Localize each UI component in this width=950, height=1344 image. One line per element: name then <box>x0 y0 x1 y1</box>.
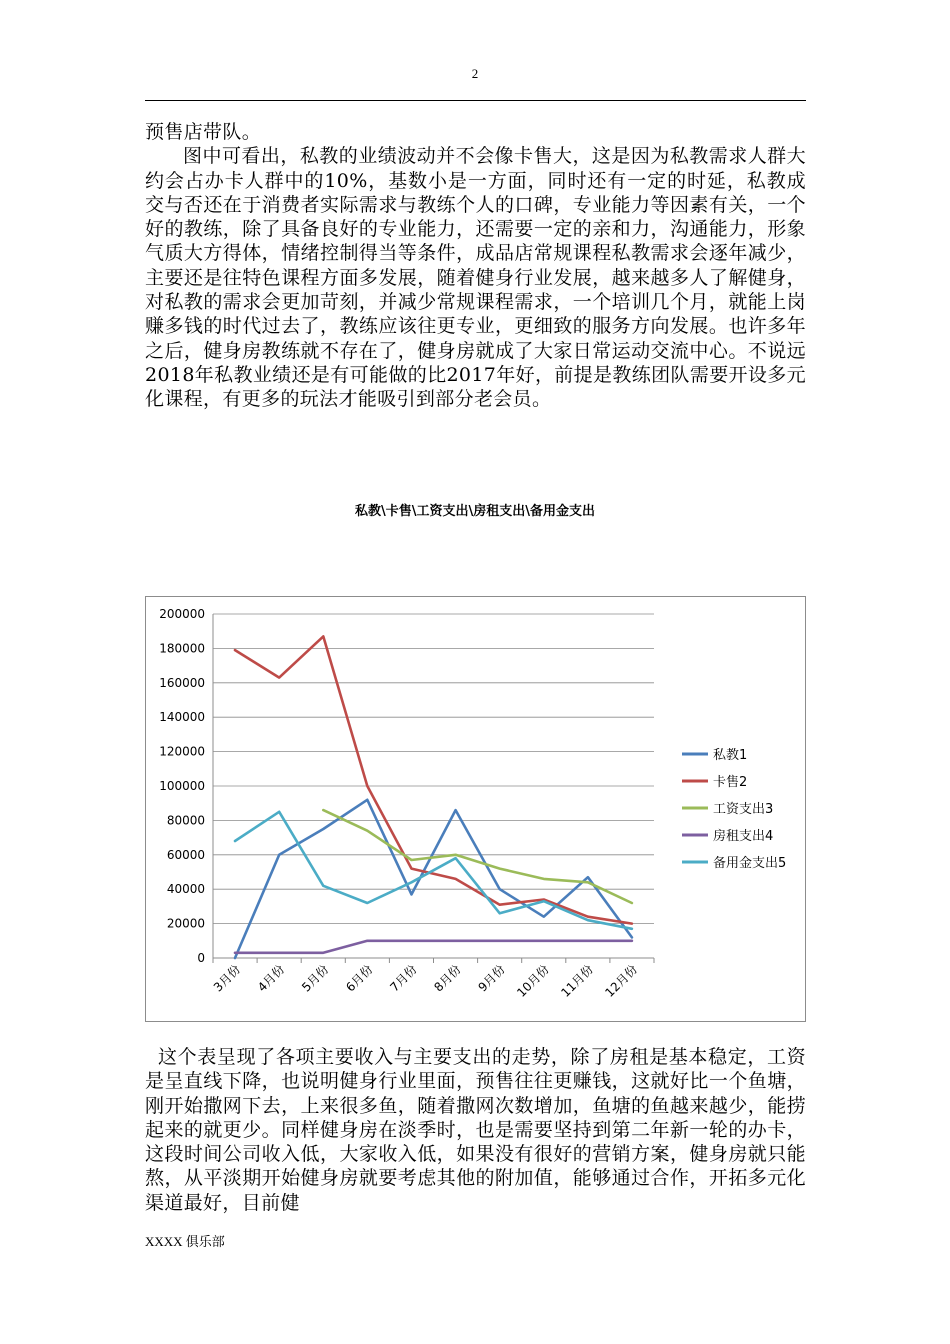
y-tick-label: 40000 <box>166 882 205 897</box>
y-tick-label: 120000 <box>159 744 205 759</box>
chart-title: 私教\卡售\工资支出\房租支出\备用金支出 <box>355 504 595 519</box>
y-tick-label: 200000 <box>159 607 205 621</box>
paragraph-continuation: 预售店带队。 <box>145 121 262 143</box>
line-chart <box>146 597 805 1021</box>
legend-label-4: 房租支出4 <box>713 829 774 844</box>
x-tick-label: 9月份 <box>475 962 508 995</box>
legend-label-2: 卡售2 <box>713 775 748 790</box>
x-tick-label: 3月份 <box>210 962 244 995</box>
x-tick-label: 5月份 <box>299 962 332 995</box>
legend-label-3: 工资支出3 <box>713 802 774 817</box>
legend-label-5: 备用金支出5 <box>713 856 787 871</box>
y-tick-label: 160000 <box>159 675 205 690</box>
y-tick-label: 20000 <box>166 916 205 931</box>
y-tick-label: 100000 <box>159 779 205 793</box>
y-tick-label: 60000 <box>166 847 205 862</box>
x-tick-label: 11月份 <box>558 962 596 1000</box>
x-tick-label: 7月份 <box>387 962 420 995</box>
series-line-4 <box>235 941 632 953</box>
y-tick-label: 0 <box>197 951 205 965</box>
y-tick-label: 180000 <box>159 641 205 656</box>
paragraph-1 <box>145 120 806 412</box>
x-tick-label: 6月份 <box>343 962 376 995</box>
x-tick-label: 8月份 <box>431 962 464 995</box>
legend-label-1: 私教1 <box>713 748 748 763</box>
x-tick-label: 12月份 <box>602 962 641 1000</box>
paragraph-body: 图中可看出，私教的业绩波动并不会像卡售大，这是因为私教需求人群大约会占办卡人群中的10%，基数小是一方面，同时还有一定的时延，私教成交与否还在于消费者实际需求与教练个人的口碑，专业能力等因素有关，一个好的教练，除了具备良好的专业能力，还需要一定的亲和力，沟通能力，形象气质大方得体，情绪控制得当等条件，成品店常规课程私教需求会逐年减少，主要还是往特色课程方面多发展，随着健身行业发展，越来越多人了解健身，对私教的需求会更加苛刻，并减少常规课程需求，一个培训几个月，就能上岗赚多钱的时代过去了，教练应该往更专业，更细致的服务方向发展。也许多年之后，健身房教练就不存在了，健身房就成了大家日常运动交流中心。不说远2018年私教业绩还是有可能做的比2017年好，前提是教练团队需要开设多元化课程，有更多的玩法才能吸引到部分老会员。 <box>145 145 806 411</box>
y-tick-label: 80000 <box>166 813 205 828</box>
chart-frame <box>145 596 806 1022</box>
header-rule <box>145 100 806 101</box>
page-number: 2 <box>471 66 479 81</box>
series-line-1 <box>235 800 632 958</box>
paragraph-2: 这个表呈现了各项主要收入与主要支出的走势，除了房租是基本稳定，工资是呈直线下降，也说明健身行业里面，预售往往更赚钱，这就好比一个鱼塘，刚开始撒网下去，上来很多鱼，随着撒网次数增加，鱼塘的鱼越来越少，能捞起来的就更少。同样健身房在淡季时，也是需要坚持到第二年新一轮的办卡，这段时间公司收入低，大家收入低，如果没有很好的营销方案，健身房就只能熬，从平淡期开始健身房就要考虑其他的附加值，能够通过合作，开拓多元化渠道最好，目前健 <box>145 1046 806 1214</box>
footer-text: XXXX 俱乐部 <box>145 1234 225 1249</box>
y-tick-label: 140000 <box>159 710 205 725</box>
x-tick-label: 10月份 <box>514 962 552 1000</box>
x-tick-label: 4月份 <box>254 962 288 995</box>
